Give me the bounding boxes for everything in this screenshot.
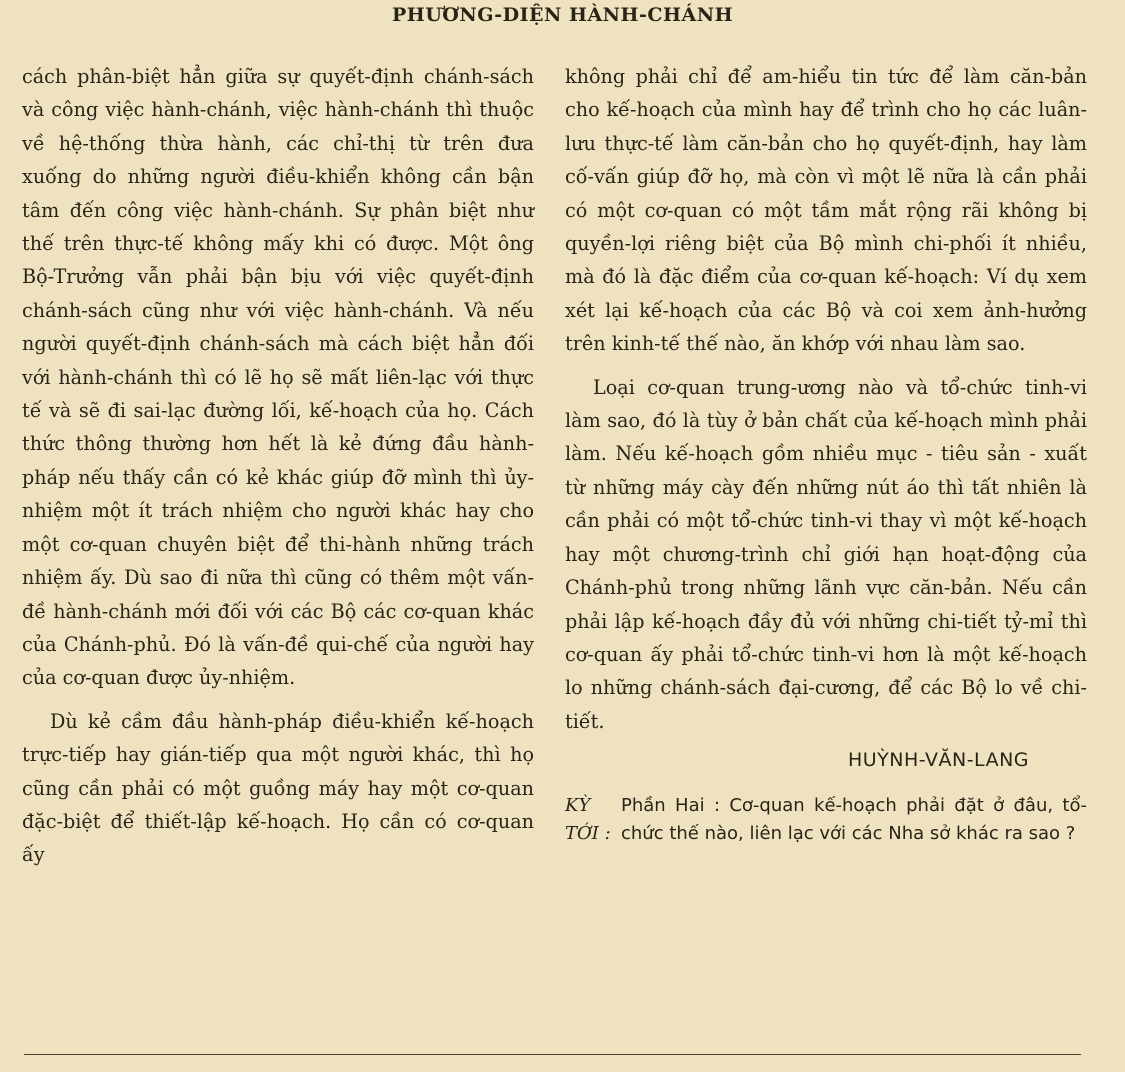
paragraph: cách phân-biệt hẳn giữa sự quyết-định chánh-sách và công việc hành-chánh, việc hành-chánh thì thuộc về hệ-thống thừa hành, các chỉ-thị từ trên đưa xuống do những người điều-khiển không cần bận tâm đến công việc hành-chánh. Sự phân biệt như thế trên thực-tế không mấy khi có được. Một ông Bộ-Trưởng vẫn phải bận bịu với việc quyết-định chánh-sách cũng như với việc hành-chánh. Và nếu người quyết-định chánh-sách mà cách biệt hẳn đối với hành-chánh thì có lẽ họ sẽ mất liên-lạc với thực tế và sẽ đi sai-lạc đường lối, kế-hoạch của họ. Cách thức thông thường hơn hết là kẻ đứng đầu hành-pháp nếu thấy cần có kẻ khác giúp đỡ mình thì ủy-nhiệm một ít trách nhiệm cho người khác hay cho một cơ-quan chuyên biệt để thi-hành những trách nhiệm ấy. Dù sao đi nữa thì cũng có thêm một vấn-đề hành-chánh mới đối với các Bộ các cơ-quan khác của Chánh-phủ. Đó là vấn-đề qui-chế của người hay của cơ-quan được ủy-nhiệm. (22, 65, 534, 690)
running-header: PHƯƠNG-DIỆN HÀNH-CHÁNH (391, 4, 734, 26)
author-signature: HUỲNH-VĂN-LANG (847, 749, 1029, 772)
next-issue-label: KỲ TỚI : (565, 794, 611, 844)
paragraph: Dù kẻ cầm đầu hành-pháp điều-khiển kế-hoạch trực-tiếp hay gián-tiếp qua một người khác, thì họ cũng cần phải có một guồng máy hay một cơ-quan đặc-biệt để thiết-lập kế-hoạch. Họ cần có cơ-quan ấy (22, 709, 534, 867)
right-column (565, 60, 1087, 848)
next-issue-text: Phần Hai : Cơ-quan kế-hoạch phải đặt ở đâu, tổ-chức thế nào, liên lạc với các Nha sở khác ra sao ? (621, 794, 1087, 844)
next-issue-note (565, 792, 1087, 848)
paragraph: Loại cơ-quan trung-ương nào và tổ-chức tinh-vi làm sao, đó là tùy ở bản chất của kế-hoạch mình phải làm. Nếu kế-hoạch gồm nhiều mục - tiêu sản - xuất từ những máy cày đến những nút áo thì tất nhiên là cần phải có một tổ-chức tinh-vi thay vì một kế-hoạch hay một chương-trình chỉ giới hạn hoạt-động của Chánh-phủ trong những lãnh vực căn-bản. Nếu cần phải lập kế-hoạch đầy đủ với những chi-tiết tỷ-mỉ thì cơ-quan ấy phải tổ-chức tinh-vi hơn là một kế-hoạch lo những chánh-sách đại-cương, để các Bộ lo về chi-tiết. (565, 375, 1087, 733)
bottom-divider (24, 1054, 1081, 1055)
left-column (22, 60, 534, 872)
paragraph: không phải chỉ để am-hiểu tin tức để làm căn-bản cho kế-hoạch của mình hay để trình cho họ các luân-lưu thực-tế làm căn-bản cho họ quyết-định, hay làm cố-vấn giúp đỡ họ, mà còn vì một lẽ nữa là cần phải có một cơ-quan có một tầm mắt rộng rãi không bị quyền-lợi riêng biệt của Bộ mình chi-phối ít nhiều, mà đó là đặc điểm của cơ-quan kế-hoạch: Ví dụ xem xét lại kế-hoạch của các Bộ và coi xem ảnh-hưởng trên kinh-tế thế nào, ăn khớp với nhau làm sao. (565, 65, 1087, 356)
